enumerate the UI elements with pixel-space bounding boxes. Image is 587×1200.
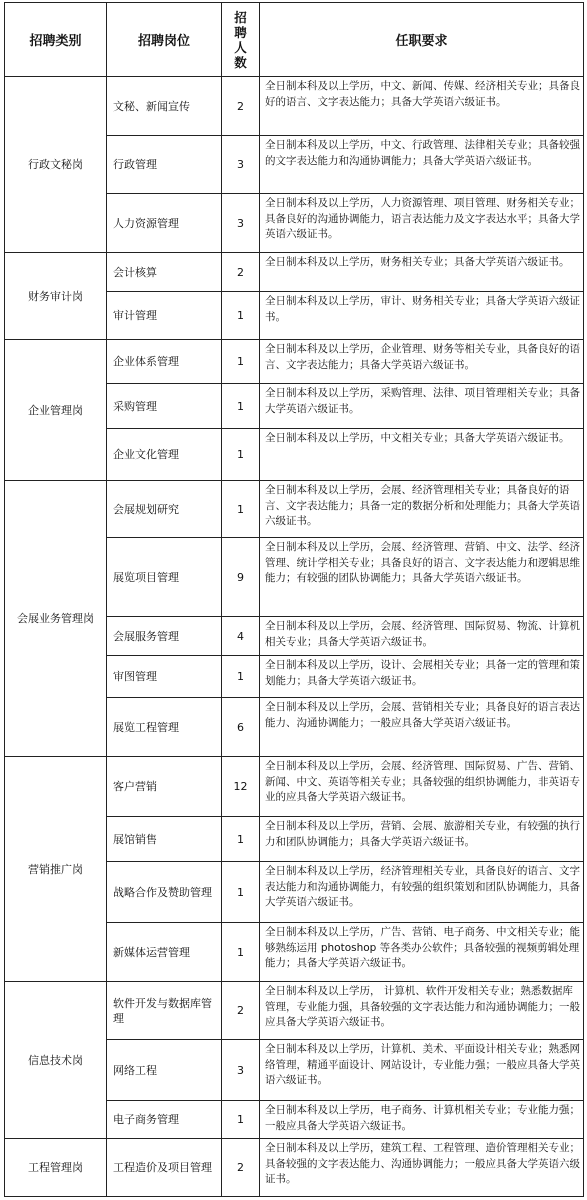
- position-cell: 审图管理: [107, 656, 222, 698]
- table-row: [5, 757, 584, 817]
- requirements-cell: 全日制本科及以上学历，建筑工程、工程管理、造价管理相关专业；具备较强的文字表达能力、沟通协调能力；一般应具备大学英语六级证书。: [260, 1139, 584, 1197]
- requirements-cell: 全日制本科及以上学历，计算机、美术、平面设计相关专业；熟悉网络管理，精通平面设计、网站设计，专业能力强；一般应具备大学英语六级证书。: [260, 1040, 584, 1101]
- table-row: [5, 1139, 584, 1197]
- header-row: [5, 3, 584, 77]
- requirements-cell: 全日制本科及以上学历，中文、新闻、传媒、经济相关专业；具备良好的语言、文字表达能力；具备大学英语六级证书。: [260, 77, 584, 136]
- position-cell: 会计核算: [107, 253, 222, 292]
- header-position: 招聘岗位: [107, 3, 222, 77]
- count-cell: 6: [222, 698, 260, 757]
- position-cell: 战略合作及赞助管理: [107, 862, 222, 923]
- requirements-cell: 全日制本科及以上学历，设计、会展相关专业；具备一定的管理和策划能力；具备大学英语六级证书。: [260, 656, 584, 698]
- header-count: [222, 3, 260, 77]
- table-body: [5, 77, 584, 1197]
- header-count-char: 人: [234, 39, 247, 55]
- position-cell: 审计管理: [107, 292, 222, 340]
- position-cell: 企业文化管理: [107, 429, 222, 481]
- count-cell: 12: [222, 757, 260, 817]
- position-cell: 文秘、新闻宣传: [107, 77, 222, 136]
- requirements-cell: 全日制本科及以上学历，人力资源管理、项目管理、财务相关专业；具备良好的沟通协调能力，语言表达能力及文字表达水平；具备大学英语六级证书。: [260, 194, 584, 253]
- count-cell: 2: [222, 982, 260, 1040]
- position-cell: 网络工程: [107, 1040, 222, 1101]
- count-cell: 1: [222, 1101, 260, 1139]
- header-count-char: 聘: [234, 24, 247, 40]
- requirements-cell: 全日制本科及以上学历，会展、经济管理、国际贸易、广告、营销、新闻、中文、英语等相关专业；具备较强的组织协调能力，非英语专业的应具备大学英语六级证书。: [260, 757, 584, 817]
- requirements-cell: 全日制本科及以上学历，电子商务、计算机相关专业；专业能力强；一般应具备大学英语六级证书。: [260, 1101, 584, 1139]
- count-cell: 2: [222, 1139, 260, 1197]
- category-cell: 行政文秘岗: [5, 77, 107, 253]
- count-cell: 1: [222, 384, 260, 429]
- position-cell: 电子商务管理: [107, 1101, 222, 1139]
- requirements-cell: 全日制本科及以上学历，企业管理、财务等相关专业，具备良好的语言、文字表达能力；具备大学英语六级证书。: [260, 340, 584, 384]
- table-row: [5, 481, 584, 538]
- position-cell: 展览项目管理: [107, 538, 222, 617]
- category-cell: 企业管理岗: [5, 340, 107, 481]
- position-cell: 工程造价及项目管理: [107, 1139, 222, 1197]
- header-count-char: 数: [234, 54, 247, 70]
- recruitment-table: [4, 2, 584, 1197]
- count-cell: 3: [222, 194, 260, 253]
- position-cell: 采购管理: [107, 384, 222, 429]
- requirements-cell: 全日制本科及以上学历， 计算机、软件开发相关专业；熟悉数据库管理，专业能力强，具备较强的文字表达能力和沟通协调能力；一般应具备大学英语六级证书。: [260, 982, 584, 1040]
- count-cell: 9: [222, 538, 260, 617]
- count-cell: 2: [222, 77, 260, 136]
- requirements-cell: 全日制本科及以上学历，会展、营销相关专业；具备良好的语言表达能力、沟通协调能力；一般应具备大学英语六级证书。: [260, 698, 584, 757]
- table-row: [5, 77, 584, 136]
- category-cell: 会展业务管理岗: [5, 481, 107, 757]
- count-cell: 4: [222, 617, 260, 656]
- position-cell: 会展规划研究: [107, 481, 222, 538]
- requirements-cell: 全日制本科及以上学历，中文、行政管理、法律相关专业；具备较强的文字表达能力和沟通协调能力；具备大学英语六级证书。: [260, 136, 584, 194]
- header-category: 招聘类别: [5, 3, 107, 77]
- position-cell: 人力资源管理: [107, 194, 222, 253]
- position-cell: 展览工程管理: [107, 698, 222, 757]
- header-requirements: 任职要求: [260, 3, 584, 77]
- category-cell: 信息技术岗: [5, 982, 107, 1139]
- position-cell: 新媒体运营管理: [107, 923, 222, 982]
- requirements-cell: 全日制本科及以上学历，会展、经济管理相关专业；具备良好的语言、文字表达能力；具备一定的数据分析和处理能力；具备大学英语六级证书。: [260, 481, 584, 538]
- position-cell: 行政管理: [107, 136, 222, 194]
- category-cell: 财务审计岗: [5, 253, 107, 340]
- count-cell: 1: [222, 292, 260, 340]
- requirements-cell: 全日制本科及以上学历，经济管理相关专业，具备良好的语言、文字表达能力和沟通协调能力，有较强的组织策划和团队协调能力，具备大学英语六级证书。: [260, 862, 584, 923]
- count-cell: 1: [222, 817, 260, 862]
- count-cell: 1: [222, 429, 260, 481]
- requirements-cell: 全日制本科及以上学历，审计、财务相关专业；具备大学英语六级证书。: [260, 292, 584, 340]
- requirements-cell: 全日制本科及以上学历，采购管理、法律、项目管理相关专业；具备大学英语六级证书。: [260, 384, 584, 429]
- requirements-cell: 全日制本科及以上学历，中文相关专业；具备大学英语六级证书。: [260, 429, 584, 481]
- position-cell: 会展服务管理: [107, 617, 222, 656]
- position-cell: 企业体系管理: [107, 340, 222, 384]
- requirements-cell: 全日制本科及以上学历，广告、营销、电子商务、中文相关专业；能够熟练运用 photoshop 等各类办公软件；具备较强的视频剪辑处理能力；具备大学英语六级证书。: [260, 923, 584, 982]
- requirements-cell: 全日制本科及以上学历，营销、会展、旅游相关专业，有较强的执行力和团队协调能力；具备大学英语六级证书。: [260, 817, 584, 862]
- position-cell: 客户营销: [107, 757, 222, 817]
- count-cell: 1: [222, 340, 260, 384]
- count-cell: 1: [222, 923, 260, 982]
- category-cell: 营销推广岗: [5, 757, 107, 982]
- requirements-cell: 全日制本科及以上学历，会展、经济管理、国际贸易、物流、计算机相关专业；具备大学英语六级证书。: [260, 617, 584, 656]
- count-cell: 2: [222, 253, 260, 292]
- table-row: [5, 340, 584, 384]
- requirements-cell: 全日制本科及以上学历，会展、经济管理、营销、中文、法学、经济管理、统计学相关专业；具备良好的语言、文字表达能力和逻辑思维能力；有较强的团队协调能力；具备大学英语六级证书。: [260, 538, 584, 617]
- table-row: [5, 982, 584, 1040]
- table-row: [5, 253, 584, 292]
- header-count-char: 招: [234, 9, 247, 25]
- position-cell: 软件开发与数据库管理: [107, 982, 222, 1040]
- count-cell: 3: [222, 1040, 260, 1101]
- count-cell: 1: [222, 862, 260, 923]
- count-cell: 1: [222, 656, 260, 698]
- requirements-cell: 全日制本科及以上学历，财务相关专业；具备大学英语六级证书。: [260, 253, 584, 292]
- count-cell: 3: [222, 136, 260, 194]
- position-cell: 展馆销售: [107, 817, 222, 862]
- category-cell: 工程管理岗: [5, 1139, 107, 1197]
- count-cell: 1: [222, 481, 260, 538]
